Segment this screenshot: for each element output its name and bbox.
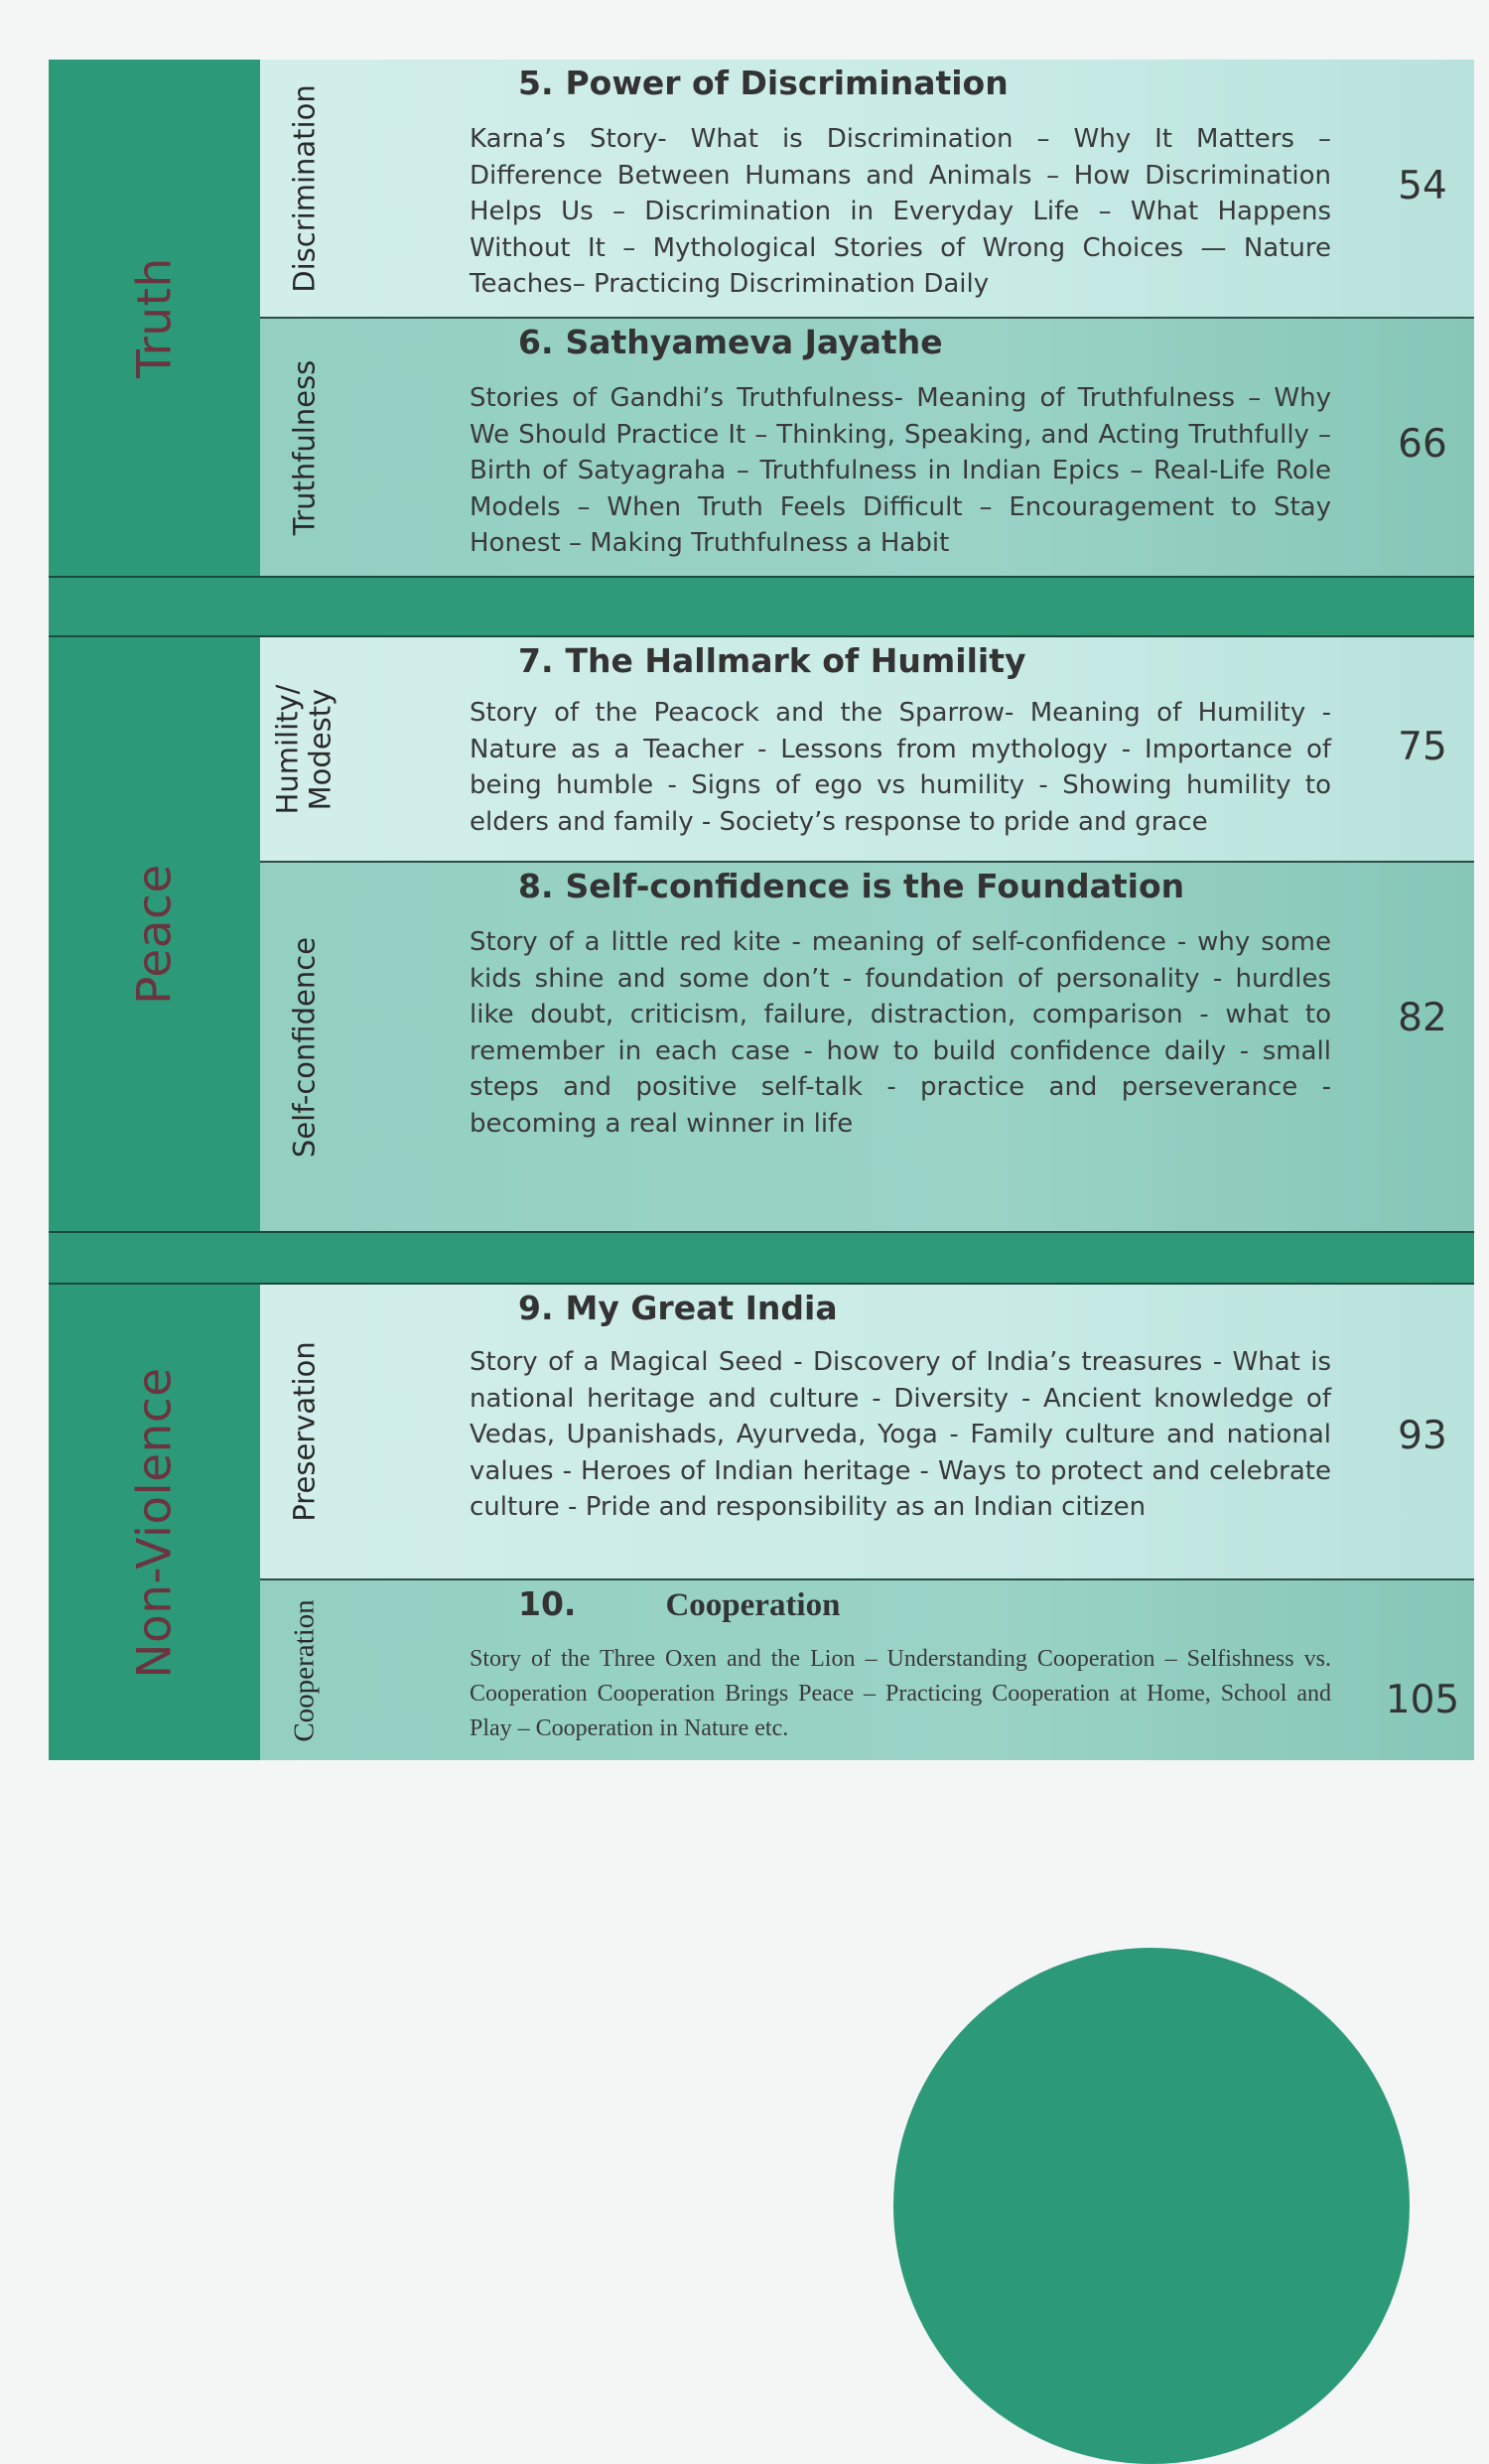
chapter-description: Story of the Peacock and the Sparrow- Meaning of Humility - Nature as a Teacher - Lessons from mythology - Importance of being humble - Signs of ego vs humility - Showing humility to elders and family - Society’s response to pride and grace xyxy=(470,698,1331,837)
chapter-description: Stories of Gandhi’s Truthfulness- Meaning of Truthfulness – Why We Should Practice It – Thinking, Speaking, and Acting Truthfully – Birth of Satyagraha – Truthfulness in Indian Epics – Real-Life Role Models – When Truth Feels Difficult – Encouragement to Stay Honest – Making Truthfulness a Habit xyxy=(470,383,1331,558)
subtopic-label: Discrimination xyxy=(287,83,322,293)
chapter-title xyxy=(518,641,1025,680)
subtopic-label xyxy=(272,684,338,814)
contents-table xyxy=(49,60,1474,1760)
chapter-row xyxy=(260,317,1474,576)
subtopic-label: Self-confidence xyxy=(287,936,322,1158)
section-divider xyxy=(49,1231,1474,1285)
chapter-description: Story of a Magical Seed - Discovery of India’s treasures - What is national heritage and culture - Diversity - Ancient knowledge of Vedas, Upanishads, Ayurveda, Yoga - Family culture and national values - Heroes of Indian heritage - Ways to protect and celebrate culture - Pride and responsibility as an Indian citizen xyxy=(470,1347,1331,1522)
section-divider xyxy=(49,576,1474,637)
chapter-title xyxy=(518,323,943,361)
section-truth xyxy=(49,60,260,576)
page-number: 66 xyxy=(1398,422,1447,467)
chapter-row xyxy=(260,1285,1474,1578)
chapter-number: 5. xyxy=(518,64,554,102)
chapter-title xyxy=(518,1584,840,1624)
chapter-title-text: My Great India xyxy=(565,1289,838,1327)
section-peace xyxy=(49,637,260,1231)
subtopic-label: Preservation xyxy=(287,1341,322,1522)
subtopic-label-line: Humility/ xyxy=(270,684,305,814)
chapter-row xyxy=(260,861,1474,1231)
page-number: 75 xyxy=(1398,725,1447,769)
chapter-number: 7. xyxy=(518,641,554,680)
page-number: 105 xyxy=(1385,1678,1460,1722)
page-number: 93 xyxy=(1398,1414,1447,1458)
subtopic-label-line: Modesty xyxy=(304,688,338,810)
page-number: 82 xyxy=(1398,996,1447,1040)
subtopic-cell xyxy=(260,319,349,576)
chapter-number: 10. xyxy=(518,1584,577,1623)
chapter-title xyxy=(518,64,1009,102)
chapter-title-text: Cooperation xyxy=(665,1587,841,1623)
chapter-title-text: The Hallmark of Humility xyxy=(565,641,1026,680)
subtopic-cell xyxy=(260,1285,349,1578)
subtopic-cell xyxy=(260,1580,349,1760)
decorative-circle xyxy=(893,1948,1410,2464)
section-non-violence xyxy=(49,1285,260,1760)
page-number: 54 xyxy=(1398,164,1447,208)
chapter-number: 8. xyxy=(518,867,554,905)
subtopic-label: Truthfulness xyxy=(287,359,322,535)
subtopic-cell xyxy=(260,60,349,317)
chapter-title xyxy=(518,867,1184,905)
section-label: Non-Violence xyxy=(127,1366,182,1679)
chapter-number: 6. xyxy=(518,323,554,361)
chapter-row xyxy=(260,60,1474,317)
chapter-description: Karna’s Story- What is Discrimination – Why It Matters – Difference Between Humans and Animals – How Discrimination Helps Us – Discrimination in Everyday Life – What Happens Without It – Mythological Stories of Wrong Choices — Nature Teaches– Practicing Discrimination Daily xyxy=(470,124,1331,299)
chapter-title-text: Power of Discrimination xyxy=(565,64,1009,102)
chapter-number: 9. xyxy=(518,1289,554,1327)
subtopic-label: Cooperation xyxy=(288,1598,321,1742)
chapter-description: Story of a little red kite - meaning of self-confidence - why some kids shine and some don’t - foundation of personality - hurdles like doubt, criticism, failure, distraction, comparison - what to remember in each case - how to build confidence daily - small steps and positive self-talk - practice and perseverance - becoming a real winner in life xyxy=(470,927,1331,1139)
chapter-title-text: Sathyameva Jayathe xyxy=(565,323,943,361)
chapter-row xyxy=(260,637,1474,861)
section-label: Truth xyxy=(127,257,182,378)
chapter-description: Story of the Three Oxen and the Lion – Understanding Cooperation – Selfishness vs. Cooperation Cooperation Brings Peace – Practicing Cooperation at Home, School and Play – Cooperation in Nature etc. xyxy=(470,1646,1331,1741)
chapter-title-text: Self-confidence is the Foundation xyxy=(565,867,1185,905)
chapter-title xyxy=(518,1289,838,1327)
section-label: Peace xyxy=(127,864,182,1005)
subtopic-cell xyxy=(260,863,349,1231)
subtopic-cell xyxy=(260,637,349,861)
chapter-row xyxy=(260,1578,1474,1760)
